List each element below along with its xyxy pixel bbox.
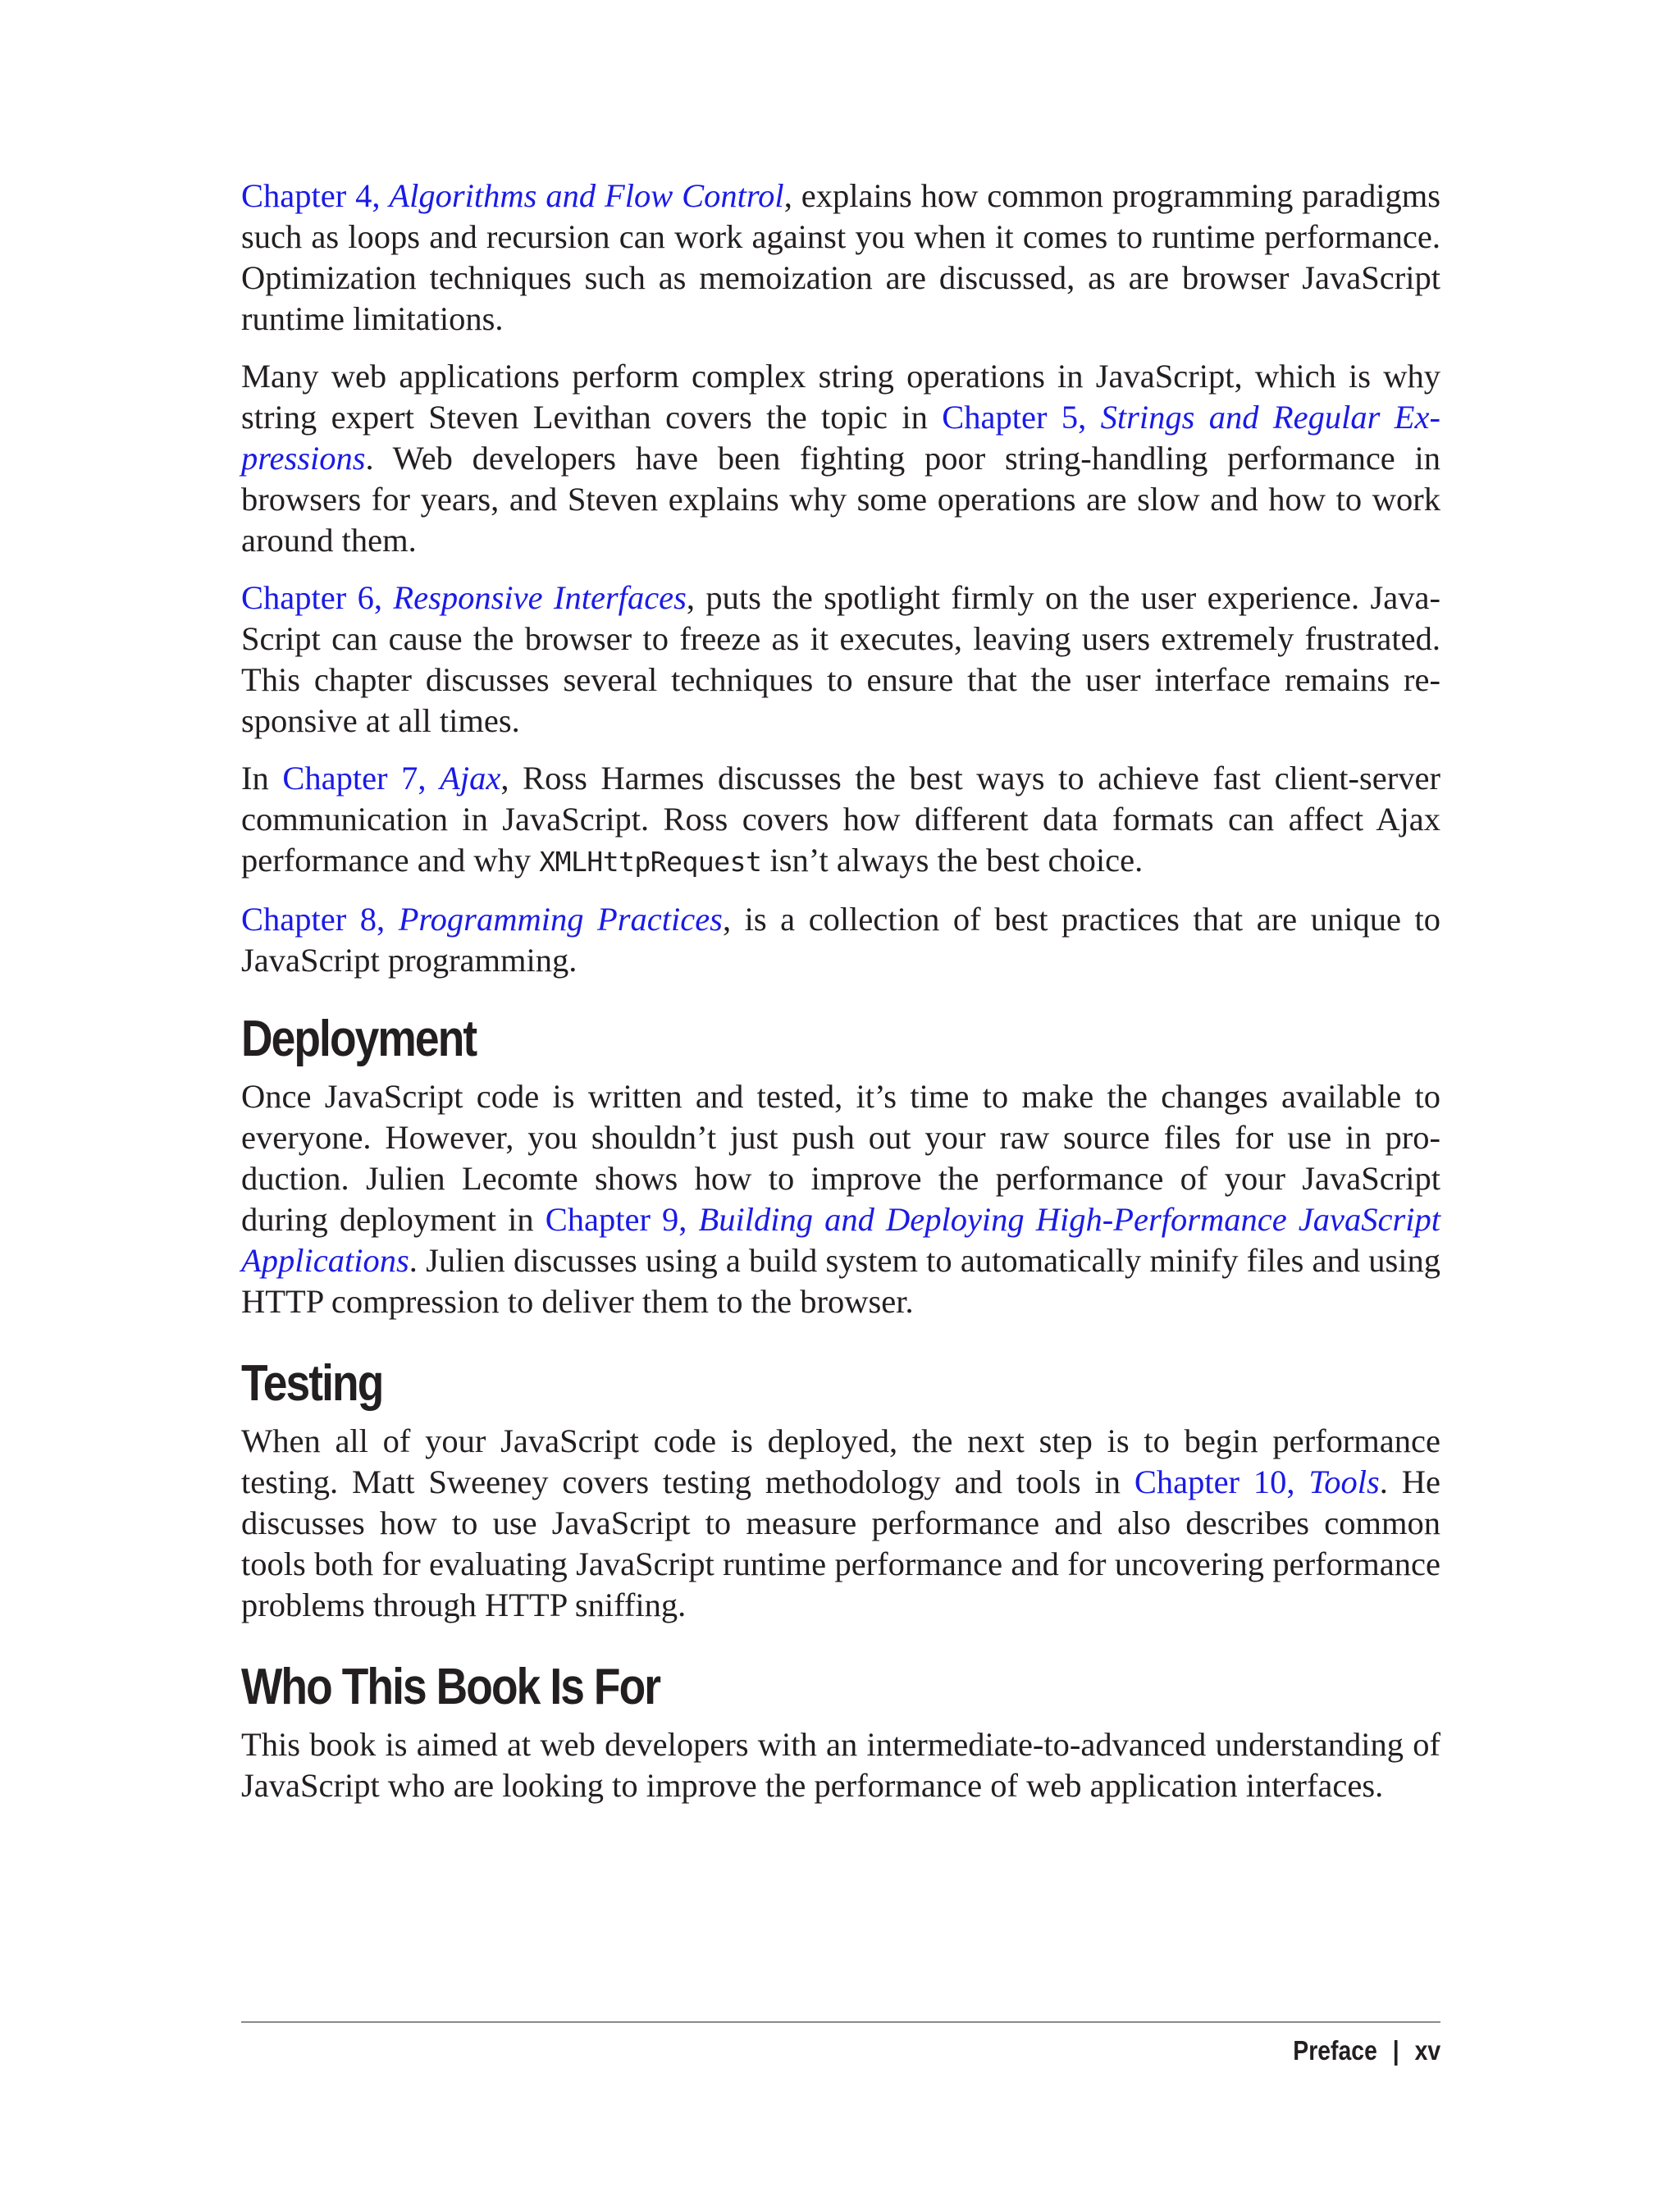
link-chapter-10-prefix: Chapter 10,: [1134, 1463, 1309, 1500]
paragraph-chapter-4: [241, 176, 1440, 340]
link-chapter-6-prefix: Chapter 6,: [241, 579, 394, 616]
link-chapter-9-prefix: Chapter 9,: [545, 1201, 699, 1238]
paragraph-chapter-5-intro: Many web applications perform complex string operations in JavaScript, which is why string expert Steven Levithan covers the topic in: [241, 358, 1440, 436]
link-chapter-8[interactable]: [241, 901, 723, 938]
paragraph-chapter-7-middle: , Ross Harmes discusses the best ways to achieve fast client-server communication in JavaScript. Ross covers how different data formats can affect Ajax performance and why: [241, 760, 1440, 879]
link-chapter-4-title: Algorithms and Flow Control: [389, 177, 784, 214]
paragraph-chapter-8: [241, 899, 1440, 981]
footer-rule: [241, 2021, 1440, 2023]
link-chapter-6-title: Responsive Interfaces: [393, 579, 687, 616]
paragraph-deployment-text: . Julien discusses using a build system to automatically minify files and using HTTP compression to deliver them to the browser.: [241, 1242, 1440, 1320]
page-footer: [1293, 2033, 1440, 2069]
paragraph-audience: This book is aimed at web developers with an intermediate-to-advanced understanding of JavaScript who are looking to improve the performance of web application interfaces.: [241, 1726, 1440, 1804]
link-chapter-9-title: Building and Deploying High-Performance JavaScript Applications: [241, 1201, 1440, 1279]
link-chapter-4[interactable]: [241, 177, 784, 214]
paragraph-testing: [241, 1421, 1440, 1626]
link-chapter-5-title: Strings and Regular Expressions: [241, 399, 1440, 477]
paragraph-chapter-7-text: isn’t always the best choice.: [761, 842, 1144, 879]
link-chapter-8-title: Programming Practices: [398, 901, 723, 938]
paragraph-chapter-6-text: , puts the spotlight firmly on the user experience. JavaScript can cause the browser to freeze as it executes, leaving users extremely frustrated. This chapter discusses several techniques to ensure that the user interface remains responsive at all times.: [241, 579, 1440, 739]
paragraph-testing-intro: When all of your JavaScript code is deployed, the next step is to begin performance testing. Matt Sweeney covers testing methodology and tools in: [241, 1422, 1440, 1500]
link-chapter-4-prefix: Chapter 4,: [241, 177, 390, 214]
footer-section-name: Preface: [1293, 2035, 1377, 2066]
link-chapter-7-title: Ajax: [440, 760, 501, 797]
link-chapter-8-prefix: Chapter 8,: [241, 901, 399, 938]
paragraph-chapter-5-text: . Web developers have been fighting poor string-handling performance in browsers for years, and Steven explains why some operations are slow and how to work around them.: [241, 440, 1440, 559]
heading-deployment: Deployment: [241, 1011, 477, 1067]
paragraph-deployment: [241, 1076, 1440, 1322]
link-chapter-10[interactable]: [1134, 1463, 1380, 1500]
paragraph-chapter-7: [241, 758, 1440, 883]
paragraph-chapter-7-intro: In: [241, 760, 283, 797]
heading-testing: Testing: [241, 1355, 383, 1412]
link-chapter-6[interactable]: [241, 579, 687, 616]
footer-separator: |: [1392, 2035, 1399, 2066]
paragraph-chapter-5: [241, 356, 1440, 561]
paragraph-chapter-6: [241, 578, 1440, 742]
page-body: [241, 176, 1440, 1806]
link-chapter-7[interactable]: [282, 760, 500, 797]
paragraph-testing-text: . He discusses how to use JavaScript to measure performance and also describes common tools both for evaluating JavaScript runtime performance and for uncovering performance problems through HTTP sniffing.: [241, 1463, 1440, 1623]
link-chapter-7-prefix: Chapter 7,: [282, 760, 441, 797]
paragraph-deployment-intro: Once JavaScript code is written and tested, it’s time to make the changes available to everyone. However, you shouldn’t just push out your raw source files for use in production. Julien Lecomte shows how to improve the performance of your JavaScript during deployment in: [241, 1078, 1440, 1238]
footer-page-number: xv: [1414, 2035, 1440, 2066]
link-chapter-5-prefix: Chapter 5,: [942, 399, 1101, 436]
paragraph-chapter-4-text: , explains how common programming paradigms such as loops and recursion can work against you when it comes to runtime performance. Optimization techniques such as memoization are discussed, as are browser JavaScript runtime limitations.: [241, 177, 1440, 337]
link-chapter-10-title: Tools: [1308, 1463, 1380, 1500]
heading-who-this-book-is-for: Who This Book Is For: [241, 1659, 660, 1715]
paragraph-chapter-8-text: , is a collection of best practices that are unique to JavaScript programming.: [241, 901, 1440, 979]
code-xmlhttprequest: XMLHttpRequest: [539, 846, 762, 878]
